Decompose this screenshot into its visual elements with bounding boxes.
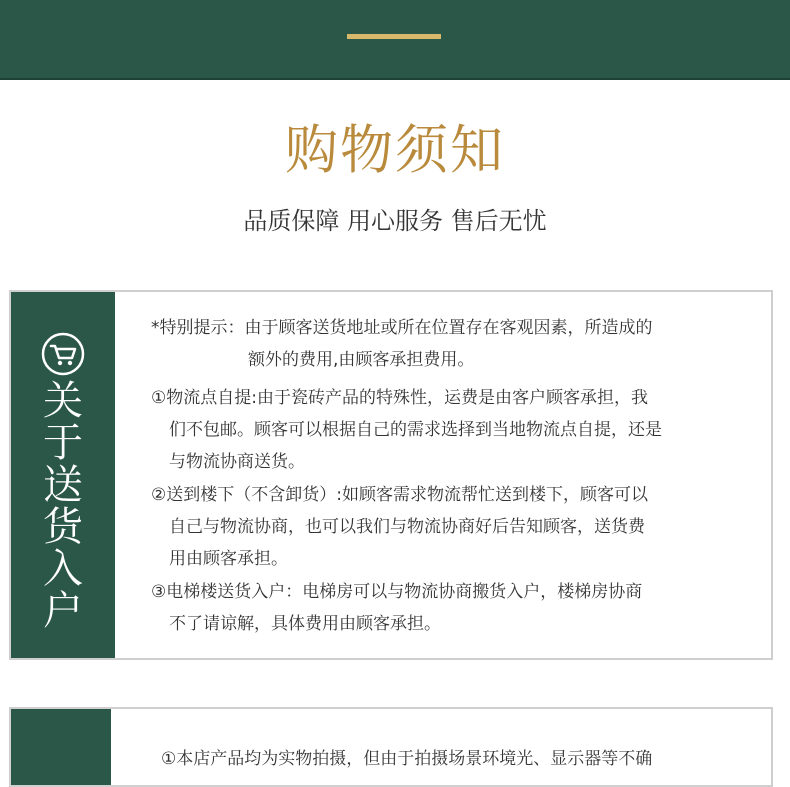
cart-icon [41,332,85,376]
list-item [151,576,731,640]
section-side-label: 关于送货入户 [43,378,83,634]
page-subtitle: 品质保障 用心服务 售后无忧 [243,207,547,235]
section-side-panel [11,292,115,658]
list-item [151,382,731,478]
item-line: 不了请谅解，具体费用由顾客承担。 [169,614,441,634]
note-line: 额外的费用,由顾客承担费用。 [248,350,475,370]
note-line: *特别提示：由于顾客送货地址或所在位置存在客观因素，所造成的 [151,318,653,338]
item-line: 自己与物流协商，也可以我们与物流协商好后告知顾客，送货费 [169,517,645,537]
section-content: ①本店产品均为实物拍摄，但由于拍摄场景环境光、显示器等不确 [161,749,653,769]
item-line: ①物流点自提:由于瓷砖产品的特殊性，运费是由客户顾客承担，我 [151,388,648,408]
gold-divider [347,34,441,39]
section-content [151,312,731,640]
special-note [151,312,731,376]
delivery-section [9,290,773,660]
product-section [9,707,773,787]
top-banner [0,0,790,80]
page-title: 购物须知 [285,120,505,181]
item-line: 用由顾客承担。 [169,549,288,569]
list-item [151,479,731,575]
item-line: ③电梯楼送货入户：电梯房可以与物流协商搬货入户，楼梯房协商 [151,582,643,602]
item-line: 与物流协商送货。 [169,452,305,472]
item-line: ②送到楼下（不含卸货）:如顾客需求物流帮忙送到楼下，顾客可以 [151,485,648,505]
section-side-panel [11,709,111,785]
item-line: 们不包邮。顾客可以根据自己的需求选择到当地物流点自提，还是 [169,420,662,440]
